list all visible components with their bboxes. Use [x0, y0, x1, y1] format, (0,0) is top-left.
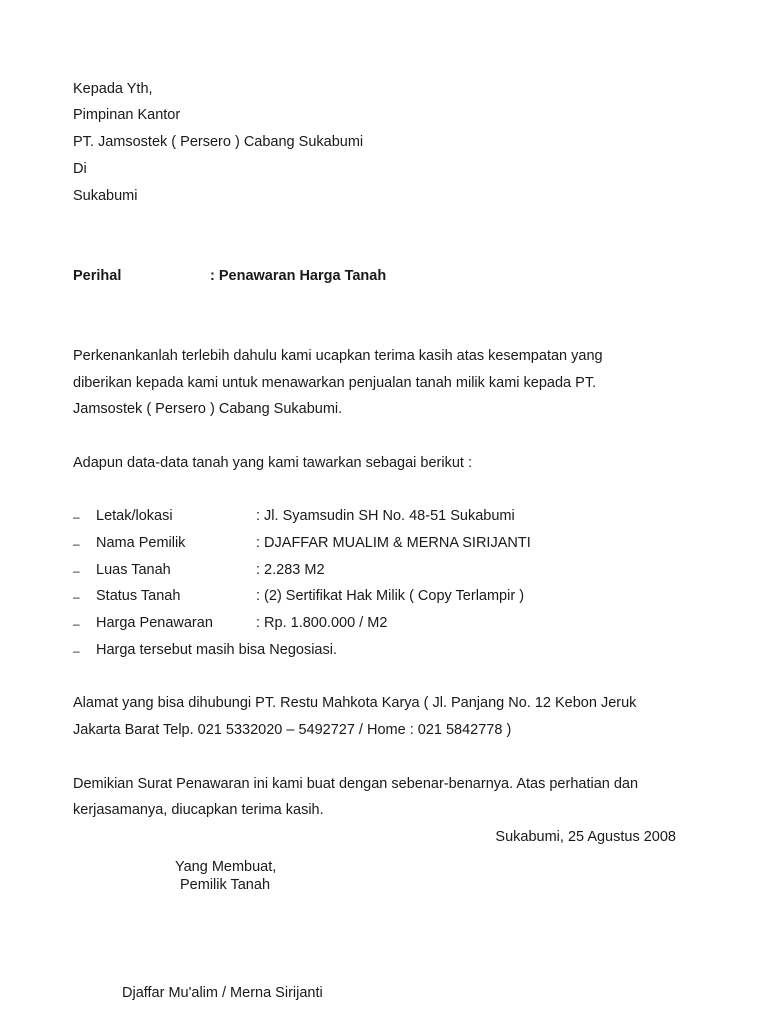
recipient-line-2: Pimpinan Kantor: [73, 107, 181, 123]
detail-value: : 2.283 M2: [256, 562, 325, 578]
detail-label: Harga tersebut masih bisa Negosiasi.: [96, 642, 337, 658]
detail-label: Nama Pemilik: [96, 535, 186, 551]
list-intro: Adapun data-data tanah yang kami tawarkan sebagai berikut :: [73, 455, 473, 471]
recipient-line-4: Di: [73, 161, 87, 177]
opening-line-3: Jamsostek ( Persero ) Cabang Sukabumi.: [73, 401, 343, 417]
subject-label: Perihal: [73, 268, 122, 284]
detail-value: : DJAFFAR MUALIM & MERNA SIRIJANTI: [256, 535, 531, 551]
bullet-dash: –: [73, 510, 80, 524]
bullet-dash: –: [73, 537, 80, 551]
bullet-dash: –: [73, 590, 80, 604]
opening-line-1: Perkenankanlah terlebih dahulu kami ucapkan terima kasih atas kesempatan yang: [73, 348, 603, 364]
bullet-dash: –: [73, 617, 80, 631]
signature-names: Djaffar Mu'alim / Merna Sirijanti: [122, 985, 323, 1001]
letter-date: Sukabumi, 25 Agustus 2008: [495, 829, 676, 845]
detail-value: : (2) Sertifikat Hak Milik ( Copy Terlampir ): [256, 588, 525, 604]
closing-line-1: Demikian Surat Penawaran ini kami buat dengan sebenar-benarnya. Atas perhatian dan: [73, 776, 639, 792]
detail-label: Status Tanah: [96, 588, 181, 604]
opening-line-2: diberikan kepada kami untuk menawarkan penjualan tanah milik kami kepada PT.: [73, 375, 597, 391]
recipient-line-1: Kepada Yth,: [73, 81, 153, 97]
contact-line-1: Alamat yang bisa dihubungi PT. Restu Mahkota Karya ( Jl. Panjang No. 12 Kebon Jeruk: [73, 695, 637, 711]
detail-value: : Jl. Syamsudin SH No. 48-51 Sukabumi: [256, 508, 515, 524]
bullet-dash: –: [73, 644, 80, 658]
contact-line-2: Jakarta Barat Telp. 021 5332020 – 5492727 / Home : 021 5842778 ): [73, 722, 512, 738]
signature-role: Pemilik Tanah: [180, 877, 271, 893]
detail-value: : Rp. 1.800.000 / M2: [256, 615, 388, 631]
detail-label: Letak/lokasi: [96, 508, 173, 524]
signature-made-by: Yang Membuat,: [175, 859, 277, 875]
detail-label: Harga Penawaran: [96, 615, 213, 631]
recipient-line-3: PT. Jamsostek ( Persero ) Cabang Sukabumi: [73, 134, 364, 150]
closing-line-2: kerjasamanya, diucapkan terima kasih.: [73, 802, 324, 818]
subject-value: : Penawaran Harga Tanah: [210, 268, 387, 284]
bullet-dash: –: [73, 564, 80, 578]
detail-label: Luas Tanah: [96, 562, 171, 578]
recipient-line-5: Sukabumi: [73, 188, 138, 204]
